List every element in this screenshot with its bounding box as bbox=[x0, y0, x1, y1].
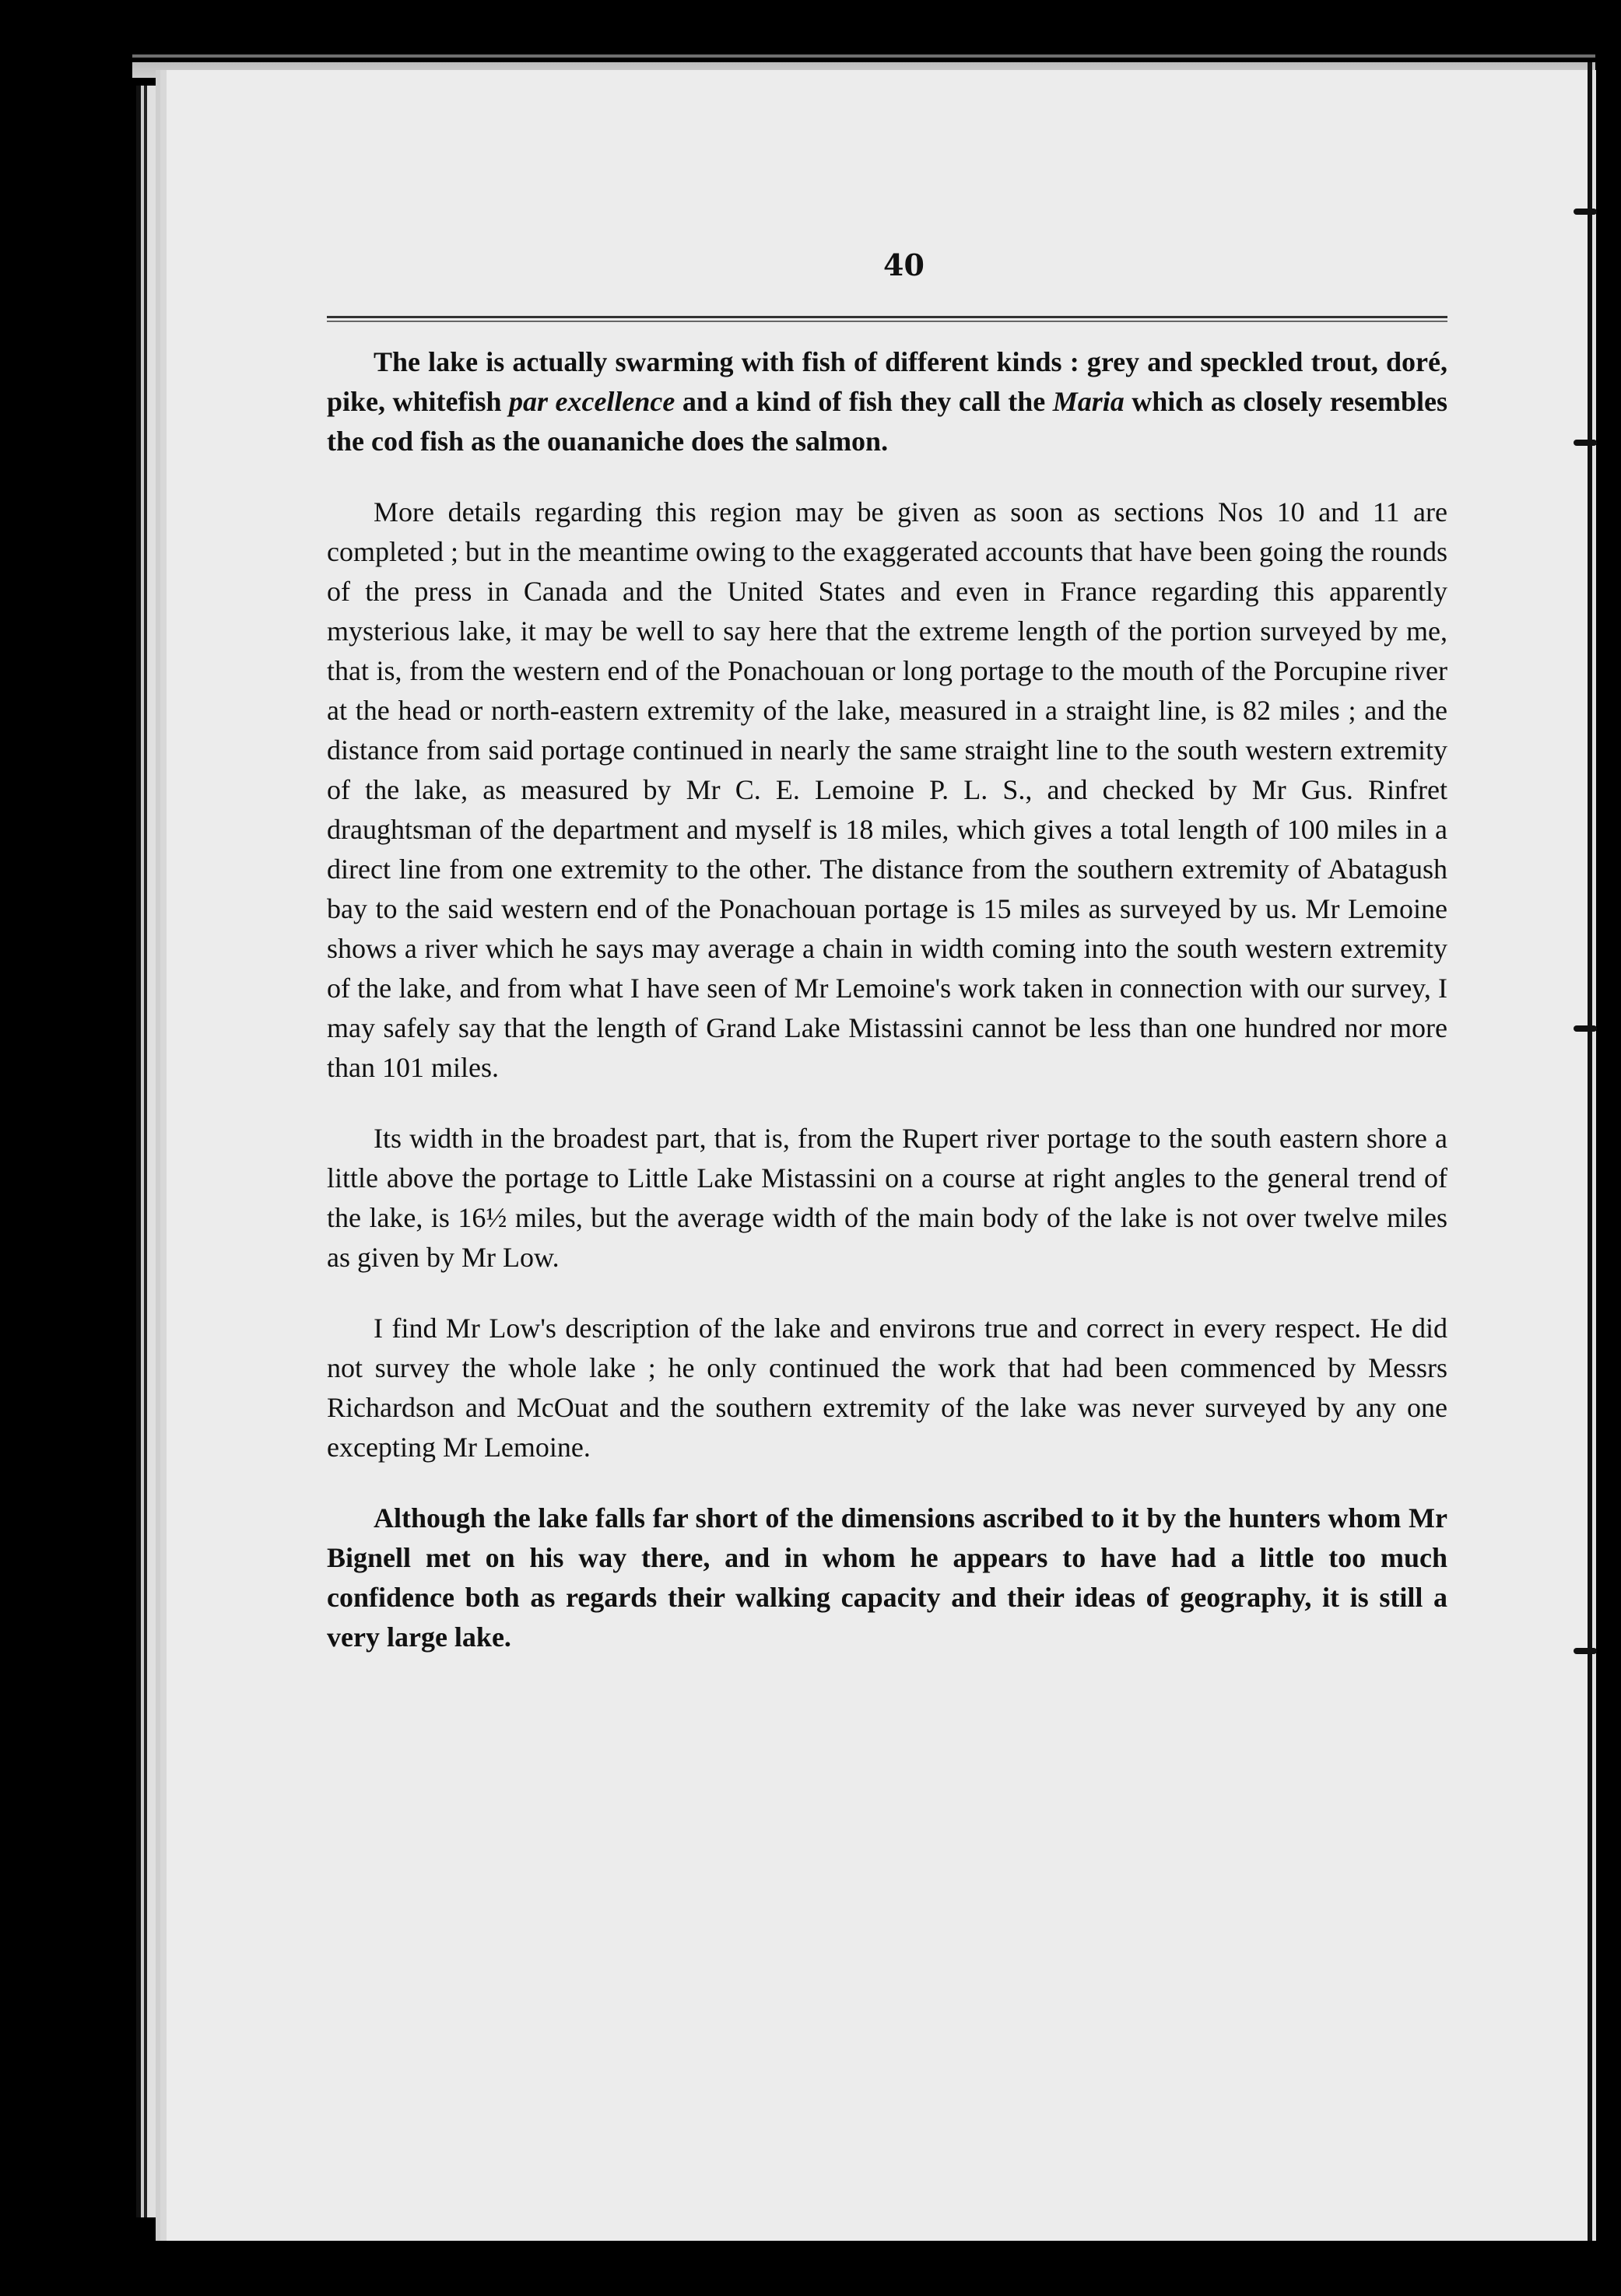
scanner-right-rule bbox=[1588, 62, 1592, 2241]
paragraph: More details regarding this region may be given as soon as sections Nos 10 and 11 are completed ; but in the meantime owing to the exaggerated accounts that have been going the rounds of the press in Canada and the United States and even in France regarding this apparently mysterious lake, it may be well to say here that the extreme length of the portion surveyed by me, that is, from the western end of the Ponachouan or long portage to the mouth of the Porcupine river at the head or north-eastern extremity of the lake, measured in a straight line, is 82 miles ; and the distance from said portage continued in nearly the same straight line to the south western extremity of the lake, as measured by Mr C. E. Lemoine P. L. S., and checked by Mr Gus. Rinfret draughtsman of the department and myself is 18 miles, which gives a total length of 100 miles in a direct line from one extremity to the other. The distance from the southern extremity of Abatagush bay to the said western end of the Ponachouan portage is 15 miles as surveyed by us. Mr Lemoine shows a river which he says may average a chain in width coming into the south western extremity of the lake, and from what I have seen of Mr Lemoine's work taken in connection with our survey, I may safely say that the length of Grand Lake Mistassini cannot be less than one hundred nor more than 101 miles. bbox=[327, 496, 1447, 1083]
body-text bbox=[327, 342, 1447, 1688]
paragraph: I find Mr Low's description of the lake and environs true and correct in every respect. He did not survey the whole lake ; he only continued the work that had been commenced by Messrs Richardson and McOuat and the southern extremity of the lake was never surveyed by any one excepting Mr Lemoine. bbox=[327, 1313, 1447, 1463]
paragraph bbox=[327, 342, 1447, 461]
paragraph-text: which as closely resembles the cod fish as the ouananiche does the salmon. bbox=[327, 386, 1448, 457]
scan-marker-tick bbox=[1574, 209, 1597, 215]
paragraph-text: and a kind of fish they call the bbox=[675, 386, 1053, 417]
scan-marker-tick bbox=[1574, 440, 1597, 446]
header-rule bbox=[327, 314, 1447, 324]
paragraph-text: The lake is actually swarming with fish of different kinds : grey and speckled trout, doré, pike, whitefish bbox=[327, 346, 1447, 417]
page-number: 40 bbox=[883, 247, 925, 282]
scan-marker-tick bbox=[1574, 1648, 1597, 1654]
paragraph: Although the lake falls far short of the dimensions ascribed to it by the hunters whom Mr Bignell met on his way there, and in whom he appears to have had a little too much confidence both as regards their walking capacity and their ideas of geography, it is still a very large lake. bbox=[327, 1502, 1447, 1653]
scan-marker-tick bbox=[1574, 1025, 1597, 1032]
italic-phrase: par excellence bbox=[509, 386, 675, 417]
paragraph: Its width in the broadest part, that is, from the Rupert river portage to the south eastern shore a little above the portage to Little Lake Mistassini on a course at right angles to the general trend of the lake, is 16½ miles, but the average width of the main body of the lake is not over twelve miles as given by Mr Low. bbox=[327, 1123, 1447, 1273]
italic-phrase: Maria bbox=[1052, 386, 1125, 417]
